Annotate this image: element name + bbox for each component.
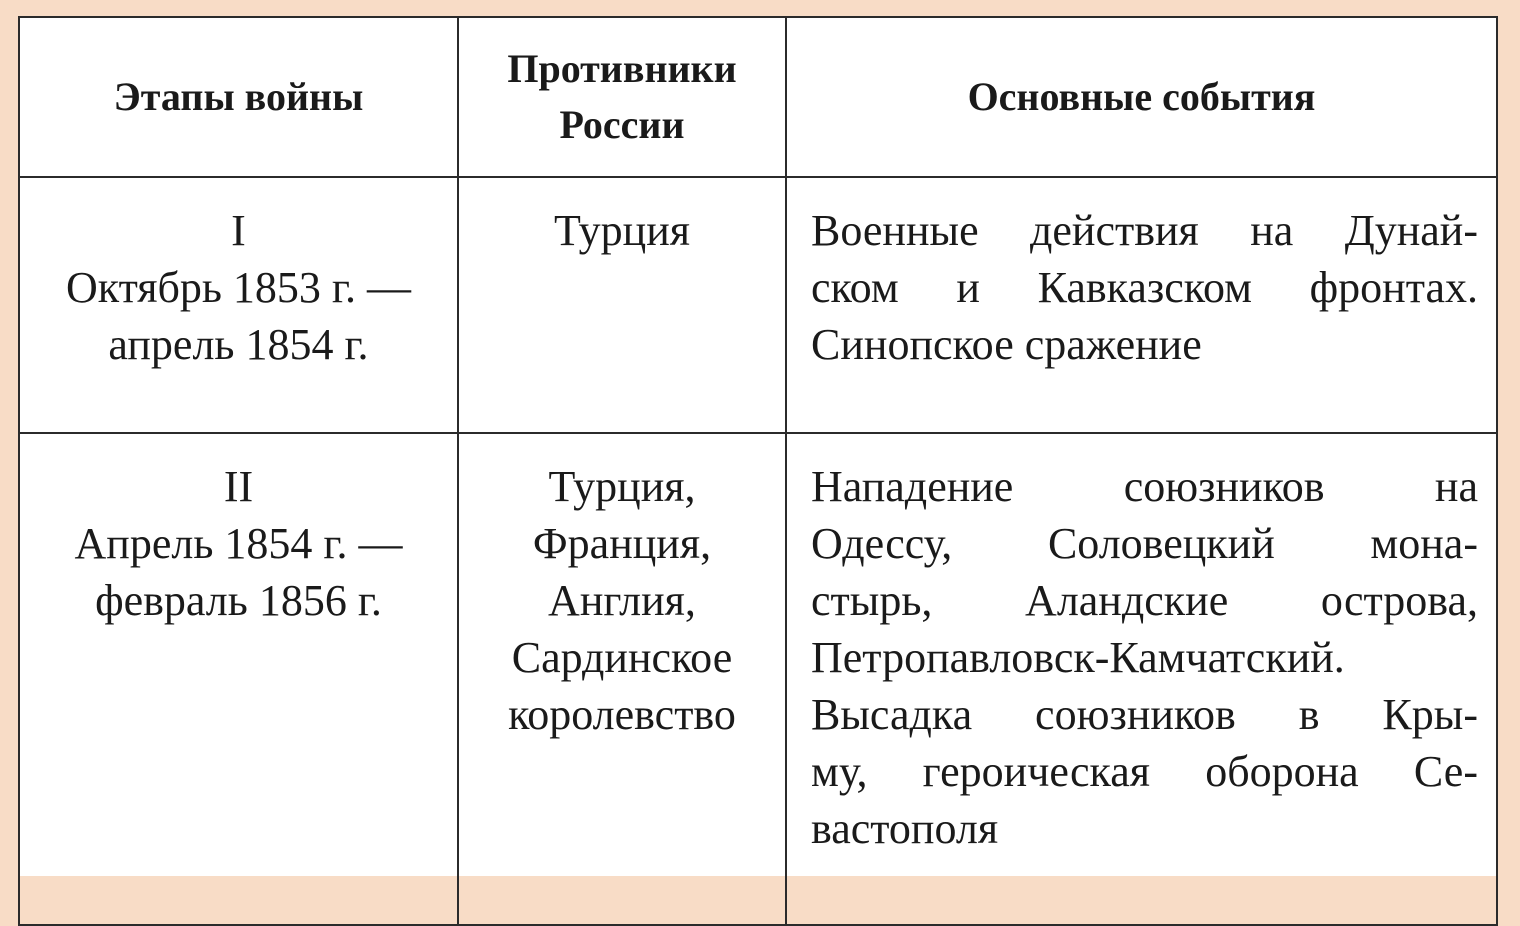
- enemy-line: Англия,: [548, 576, 696, 625]
- enemies-cell: [458, 433, 786, 925]
- header-enemies: [458, 17, 786, 177]
- event-line: Военные действия на Дунай-: [811, 206, 1478, 255]
- event-line: Синопское сражение: [811, 320, 1202, 369]
- event-line: вастополя: [811, 804, 999, 853]
- stage-period-line: апрель 1854 г.: [108, 320, 369, 369]
- events-cell: [786, 177, 1497, 433]
- header-events: Основные события: [786, 17, 1497, 177]
- table-header-row: [19, 17, 1497, 177]
- history-table-sheet: [18, 16, 1496, 876]
- stage-period-line: Октябрь 1853 г. —: [66, 263, 411, 312]
- stage-period-line: Апрель 1854 г. —: [74, 519, 403, 568]
- event-line: Нападение союзников на: [811, 462, 1478, 511]
- stage-cell: [19, 177, 458, 433]
- event-line: Петропавловск-Камчатский.: [811, 633, 1345, 682]
- event-line: ском и Кавказском фронтах.: [811, 263, 1478, 312]
- event-line: стырь, Аландские острова,: [811, 576, 1478, 625]
- header-stages: Этапы войны: [19, 17, 458, 177]
- enemies-cell: [458, 177, 786, 433]
- enemy-line: Турция,: [548, 462, 696, 511]
- stage-number: I: [231, 206, 246, 255]
- events-cell: [786, 433, 1497, 925]
- table-row: [19, 177, 1497, 433]
- table-row: [19, 433, 1497, 925]
- enemy-line: королевство: [508, 690, 736, 739]
- header-enemies-line-2: России: [559, 102, 685, 147]
- crimean-war-stages-table: [18, 16, 1498, 926]
- event-line: Одессу, Соловецкий мона-: [811, 519, 1478, 568]
- stage-period-line: февраль 1856 г.: [95, 576, 382, 625]
- stage-number: II: [223, 462, 254, 511]
- event-line: Высадка союзников в Кры-: [811, 690, 1478, 739]
- header-enemies-line-1: Противники: [507, 46, 737, 91]
- enemy-line: Турция: [553, 206, 691, 255]
- event-line: му, героическая оборона Се-: [811, 747, 1478, 796]
- stage-cell: [19, 433, 458, 925]
- enemy-line: Сардинское: [511, 633, 733, 682]
- enemy-line: Франция,: [532, 519, 712, 568]
